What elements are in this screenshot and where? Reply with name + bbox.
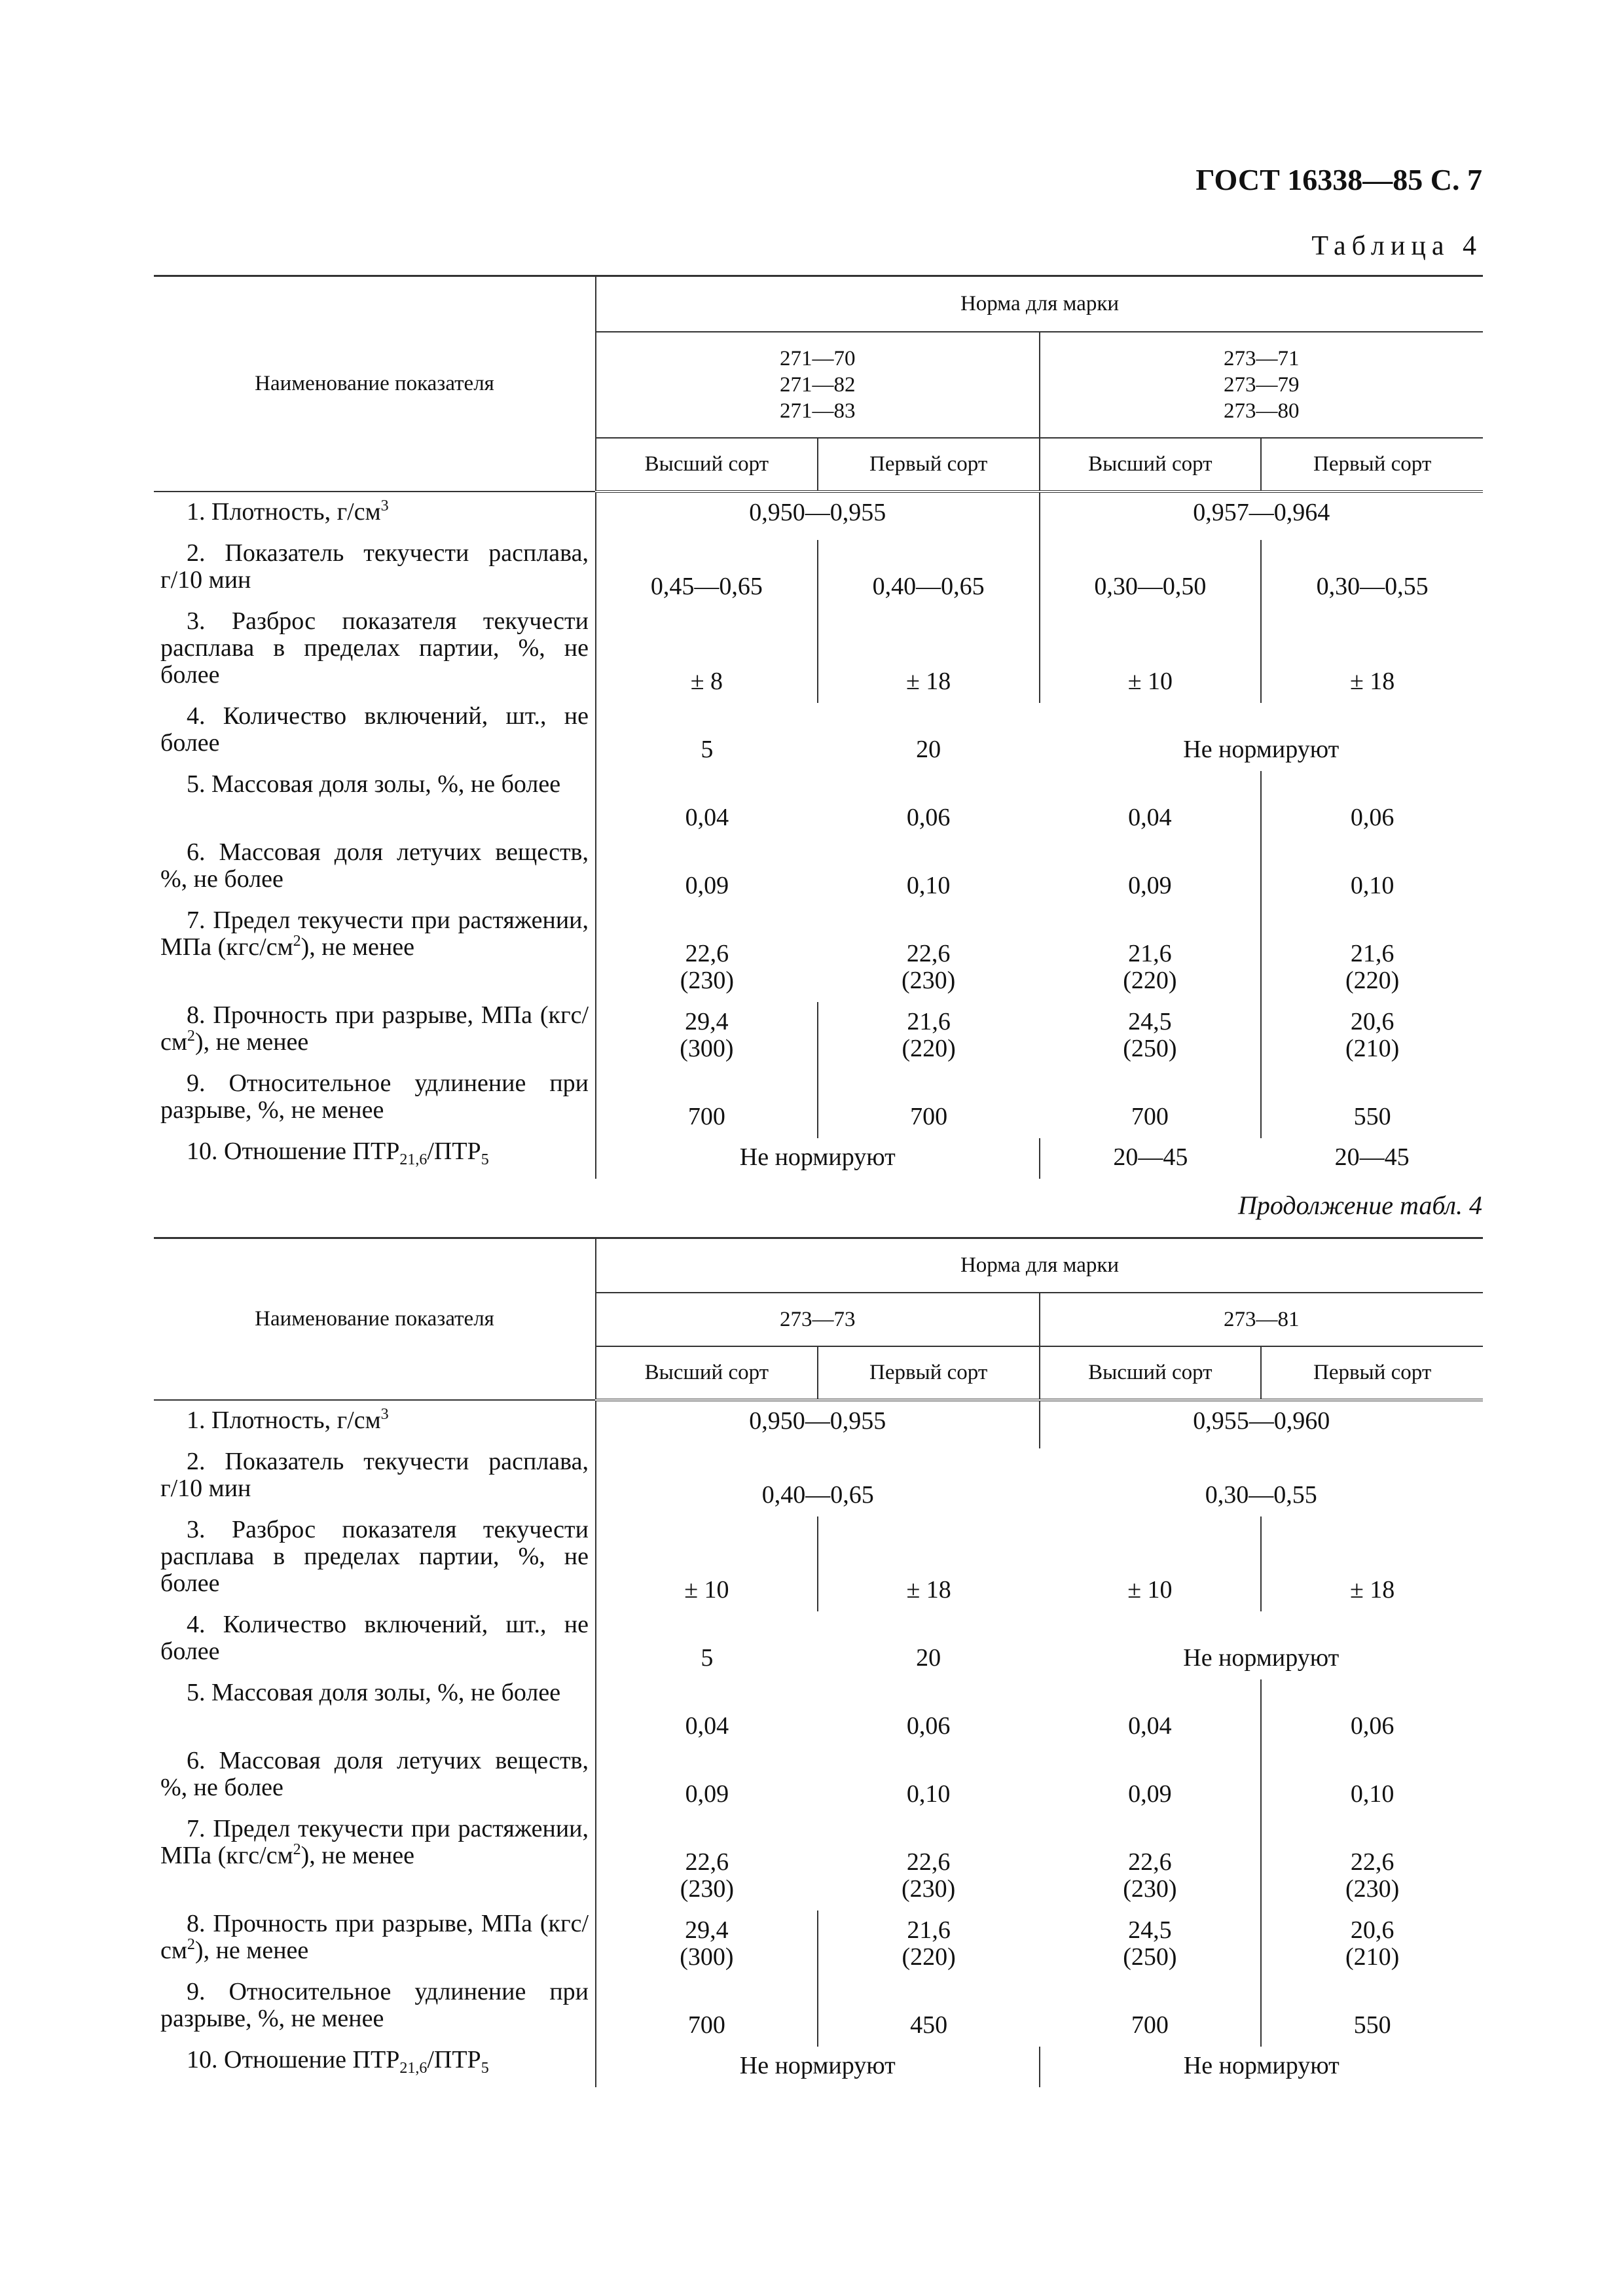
table-row [154,1002,1483,1070]
table-cell: 0,09 [1128,1780,1172,1808]
table-cell: 0,40—0,65 [761,1480,874,1509]
row-label-sup: 3 [380,497,389,514]
row-label-sub: 21,6 [399,1151,428,1168]
table-row [154,1070,1483,1138]
column-header-name: Наименование показателя [154,276,596,492]
table-cell: 0,950—0,955 [749,1407,886,1435]
grade-header: Первый сорт [1261,438,1483,492]
table-cell: ± 10 [684,1575,729,1604]
row-label: 5. Массовая доля золы, %, не более [187,1678,561,1706]
table-cell: 700 [1131,1102,1169,1130]
row-label: 7. Предел текучести при растяжении, МПа (кгс/см [160,1814,589,1869]
table-cell: 0,955—0,960 [1040,1400,1484,1448]
grade-header: Первый сорт [1261,1346,1483,1400]
row-label-sup: 2 [293,932,301,950]
row-label: 6. Массовая доля летучих веществ, %, не более [160,1746,589,1801]
table-continuation-caption: Продолжение табл. 4 [1237,1191,1482,1220]
table-cell: 0,09 [685,871,729,899]
row-label: 1. Плотность, г/см [187,1406,381,1434]
table-cell: 0,10 [906,871,951,899]
row-label: 3. Разброс показателя текучести расплава в пределах партии, %, не более [160,1515,589,1597]
table-cell: 700 [687,2011,725,2039]
row-label: 10. Отношение ПТР [187,1137,400,1165]
table-row [154,608,1483,703]
table-cell: ± 10 [1040,608,1262,703]
table-cell: 5 [701,1643,714,1672]
row-label-sup: 2 [187,1027,195,1045]
table-cell: 700 [687,1102,725,1130]
table-cell: 22,6 (230) [1261,1816,1483,1910]
table-cell: Не нормируют [739,1143,896,1171]
table-cell: 0,10 [906,1780,951,1808]
table-cell: 0,04 [1128,1712,1172,1740]
grade-header: Высший сорт [596,1346,818,1400]
grade-header: Высший сорт [596,438,818,492]
grade-group-2: 273—81 [1040,1293,1484,1346]
table-row [154,703,1483,771]
row-label: 10. Отношение ПТР [187,2045,400,2073]
table-cell: 21,6 (220) [818,1002,1040,1070]
table-cell: 22,6 (230) [1123,1848,1177,1903]
table-cell: 24,5 (250) [1123,1007,1177,1062]
table-cell: 20—45 [1040,1138,1262,1179]
table-cell: ± 18 [818,1516,1040,1611]
column-header-name: Наименование показателя [154,1238,596,1400]
table-cell: 21,6 (220) [818,1910,1040,1979]
row-label: /ПТР [427,1137,481,1165]
grade-header: Высший сорт [1040,1346,1262,1400]
table-cell: ± 10 [1127,1575,1173,1604]
table-cell: 5 [701,735,714,763]
table-cell: 0,950—0,955 [749,498,886,526]
table-cell: 0,30—0,55 [1205,1480,1317,1509]
column-header-norm: Норма для марки [596,276,1483,332]
page-header: ГОСТ 16338—85 С. 7 [1195,163,1482,196]
table-caption: Таблица 4 [1311,231,1482,261]
table-cell: 0,04 [685,803,729,831]
row-label: ), не менее [194,1028,309,1056]
column-header-norm: Норма для марки [596,1238,1483,1293]
table-cell: 22,6 (230) [901,1848,956,1903]
table-row [154,1448,1483,1516]
table-row [154,1910,1483,1979]
table-cell: Не нормируют [1183,1643,1340,1672]
row-label: ), не менее [301,1841,414,1869]
row-label: 2. Показатель текучести расплава, г/10 мин [160,1447,589,1502]
table-row [154,1138,1483,1179]
table-cell: ± 18 [1261,608,1483,703]
table-cell: Не нормируют [1183,735,1340,763]
table-row [154,1748,1483,1816]
table-cell: 0,10 [1261,1748,1483,1816]
table-row [154,540,1483,608]
row-label: 8. Прочность при разрыве, МПа (кгс/см [160,1001,589,1056]
table-cell: 0,04 [1128,803,1172,831]
table-cell: 24,5 (250) [1123,1916,1177,1971]
table-cell: 0,40—0,65 [818,540,1040,608]
row-label: 9. Относительное удлинение при разрыве, %, не менее [160,1069,589,1124]
table-cell: 22,6 (230) [680,939,735,994]
row-label-sub: 5 [481,2059,489,2077]
row-label: 8. Прочность при разрыве, МПа (кгс/см [160,1909,589,1964]
row-label-sup: 2 [293,1840,301,1858]
table-cell: ± 8 [690,667,723,695]
table-row [154,1400,1483,1448]
table-cell: 0,06 [1261,1679,1483,1748]
table-cell: 700 [1131,2011,1169,2039]
table-cell: 550 [1261,1070,1483,1138]
row-label-sup: 2 [187,1935,195,1953]
row-label: 1. Плотность, г/см [187,497,381,526]
table-cell: 0,06 [1261,771,1483,839]
table-cell: 20 [916,1643,941,1672]
table-cell: 0,06 [906,803,951,831]
table-cell: 0,06 [906,1712,951,1740]
table-row [154,839,1483,907]
table-cell: 20 [916,735,941,763]
table-row [154,492,1483,540]
table-cell: 550 [1261,1979,1483,2047]
table-cell: 21,6 (220) [1261,907,1483,1002]
row-label-sup: 3 [380,1405,389,1423]
table-cell: 0,45—0,65 [650,572,763,600]
table-cell: 21,6 (220) [1123,939,1177,994]
table-cell: 0,09 [685,1780,729,1808]
grade-group-1: 271—70 271—82 271—83 [596,332,1040,438]
table-cell: 450 [818,1979,1040,2047]
table-cell: Не нормируют [739,2051,896,2079]
table-row [154,1679,1483,1748]
table-cell: 22,6 (230) [680,1848,735,1903]
norm-table-2 [154,1237,1483,2087]
table-cell: 0,04 [685,1712,729,1740]
row-label-sub: 5 [481,1151,489,1168]
table-row [154,1611,1483,1679]
table-row [154,1516,1483,1611]
row-label: 5. Массовая доля золы, %, не более [187,770,561,798]
grade-header: Первый сорт [818,1346,1040,1400]
table-cell: ± 18 [818,608,1040,703]
table-cell: 20—45 [1334,1143,1410,1171]
table-cell: 0,30—0,50 [1040,540,1262,608]
table-cell: 20,6 (210) [1261,1910,1483,1979]
table-cell: 22,6 (230) [901,939,956,994]
grade-header: Первый сорт [818,438,1040,492]
row-label: /ПТР [427,2045,481,2073]
row-label: 7. Предел текучести при растяжении, МПа (кгс/см [160,906,589,961]
table-cell: 0,957—0,964 [1040,492,1484,540]
table-cell: 20,6 (210) [1261,1002,1483,1070]
row-label: ), не менее [194,1936,309,1964]
row-label: 4. Количество включений, шт., не более [160,702,589,757]
table-cell: 0,09 [1128,871,1172,899]
row-label: 3. Разброс показателя текучести расплава в пределах партии, %, не более [160,607,589,689]
table-row [154,1979,1483,2047]
row-label: ), не менее [301,933,414,961]
table-cell: 700 [818,1070,1040,1138]
table-row [154,907,1483,1002]
grade-group-2: 273—71 273—79 273—80 [1040,332,1484,438]
table-row [154,771,1483,839]
norm-table-1 [154,275,1483,1179]
table-cell: ± 18 [1261,1516,1483,1611]
grade-header: Высший сорт [1040,438,1262,492]
table-cell: 29,4 (300) [680,1916,734,1971]
row-label: 6. Массовая доля летучих веществ, %, не более [160,838,589,893]
table-row [154,2047,1483,2087]
table-cell: 0,30—0,55 [1261,540,1483,608]
table-cell: 29,4 (300) [680,1007,734,1062]
row-label: 9. Относительное удлинение при разрыве, %, не менее [160,1977,589,2032]
row-label-sub: 21,6 [399,2059,428,2077]
grade-group-1: 273—73 [596,1293,1040,1346]
table-row [154,1816,1483,1910]
row-label: 4. Количество включений, шт., не более [160,1610,589,1665]
table-cell: 0,10 [1261,839,1483,907]
row-label: 2. Показатель текучести расплава, г/10 мин [160,539,589,594]
table-cell: Не нормируют [1040,2047,1484,2087]
